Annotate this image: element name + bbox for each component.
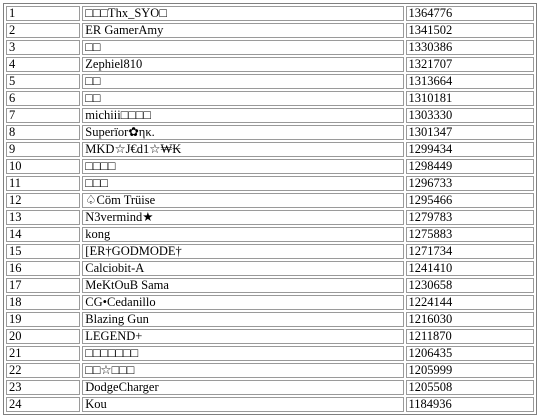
rank-cell: 2 <box>6 23 80 38</box>
rank-cell: 13 <box>6 210 80 225</box>
table-row <box>6 227 534 242</box>
table-row <box>6 125 534 140</box>
player-name-cell: kong <box>82 227 403 242</box>
table-row <box>6 346 534 361</box>
rank-cell: 23 <box>6 380 80 395</box>
score-cell: 1216030 <box>406 312 535 327</box>
table-row <box>6 142 534 157</box>
player-name-cell: michiii□□□□ <box>82 108 403 123</box>
player-name-cell: □□□□ <box>82 159 403 174</box>
rank-cell: 24 <box>6 397 80 412</box>
score-cell: 1364776 <box>406 6 535 21</box>
rank-cell: 18 <box>6 295 80 310</box>
score-cell: 1310181 <box>406 91 535 106</box>
rank-cell: 4 <box>6 57 80 72</box>
player-name-cell: □□ <box>82 91 403 106</box>
rank-cell: 11 <box>6 176 80 191</box>
player-name-cell: □□□ <box>82 176 403 191</box>
table-row <box>6 193 534 208</box>
player-name-cell: Blazing Gun <box>82 312 403 327</box>
rank-cell: 3 <box>6 40 80 55</box>
table-row <box>6 40 534 55</box>
player-name-cell: ER GamerAmy <box>82 23 403 38</box>
player-name-cell: Calciobit-A <box>82 261 403 276</box>
score-cell: 1211870 <box>406 329 535 344</box>
score-cell: 1295466 <box>406 193 535 208</box>
score-cell: 1321707 <box>406 57 535 72</box>
player-name-cell: LEGEND+ <box>82 329 403 344</box>
player-name-cell: ♤Cöm Trüise <box>82 193 403 208</box>
rank-cell: 10 <box>6 159 80 174</box>
score-cell: 1299434 <box>406 142 535 157</box>
score-cell: 1205508 <box>406 380 535 395</box>
player-name-cell: □□ <box>82 40 403 55</box>
table-row <box>6 23 534 38</box>
table-row <box>6 176 534 191</box>
table-row <box>6 57 534 72</box>
player-name-cell: MeKtOuB Sama <box>82 278 403 293</box>
score-cell: 1303330 <box>406 108 535 123</box>
player-name-cell: N3vermind★ <box>82 210 403 225</box>
player-name-cell: □□☆□□□ <box>82 363 403 378</box>
leaderboard-body <box>6 6 534 412</box>
table-row <box>6 159 534 174</box>
table-row <box>6 380 534 395</box>
player-name-cell: [ER†GODMODE† <box>82 244 403 259</box>
rank-cell: 6 <box>6 91 80 106</box>
score-cell: 1271734 <box>406 244 535 259</box>
rank-cell: 12 <box>6 193 80 208</box>
player-name-cell: Kou <box>82 397 403 412</box>
score-cell: 1330386 <box>406 40 535 55</box>
score-cell: 1205999 <box>406 363 535 378</box>
table-row <box>6 363 534 378</box>
rank-cell: 5 <box>6 74 80 89</box>
score-cell: 1298449 <box>406 159 535 174</box>
table-row <box>6 210 534 225</box>
score-cell: 1224144 <box>406 295 535 310</box>
rank-cell: 17 <box>6 278 80 293</box>
player-name-cell: MKD☆J€d1☆₩₭ <box>82 142 403 157</box>
score-cell: 1230658 <box>406 278 535 293</box>
rank-cell: 7 <box>6 108 80 123</box>
table-row <box>6 312 534 327</box>
table-row <box>6 295 534 310</box>
rank-cell: 16 <box>6 261 80 276</box>
score-cell: 1301347 <box>406 125 535 140</box>
leaderboard-table <box>3 3 537 415</box>
player-name-cell: Zephiel810 <box>82 57 403 72</box>
rank-cell: 20 <box>6 329 80 344</box>
player-name-cell: Superïor✿ηκ. <box>82 125 403 140</box>
player-name-cell: DodgeCharger <box>82 380 403 395</box>
table-row <box>6 74 534 89</box>
score-cell: 1206435 <box>406 346 535 361</box>
table-row <box>6 244 534 259</box>
score-cell: 1241410 <box>406 261 535 276</box>
table-row <box>6 329 534 344</box>
rank-cell: 22 <box>6 363 80 378</box>
score-cell: 1275883 <box>406 227 535 242</box>
rank-cell: 8 <box>6 125 80 140</box>
player-name-cell: □□ <box>82 74 403 89</box>
score-cell: 1313664 <box>406 74 535 89</box>
score-cell: 1296733 <box>406 176 535 191</box>
rank-cell: 9 <box>6 142 80 157</box>
rank-cell: 19 <box>6 312 80 327</box>
table-row <box>6 91 534 106</box>
score-cell: 1341502 <box>406 23 535 38</box>
rank-cell: 15 <box>6 244 80 259</box>
rank-cell: 21 <box>6 346 80 361</box>
table-row <box>6 261 534 276</box>
table-row <box>6 278 534 293</box>
score-cell: 1184936 <box>406 397 535 412</box>
table-row <box>6 6 534 21</box>
table-row <box>6 108 534 123</box>
rank-cell: 1 <box>6 6 80 21</box>
player-name-cell: CG•Cedanillo <box>82 295 403 310</box>
score-cell: 1279783 <box>406 210 535 225</box>
player-name-cell: □□□□□□□ <box>82 346 403 361</box>
player-name-cell: □□□Thx_SYO□ <box>82 6 403 21</box>
rank-cell: 14 <box>6 227 80 242</box>
